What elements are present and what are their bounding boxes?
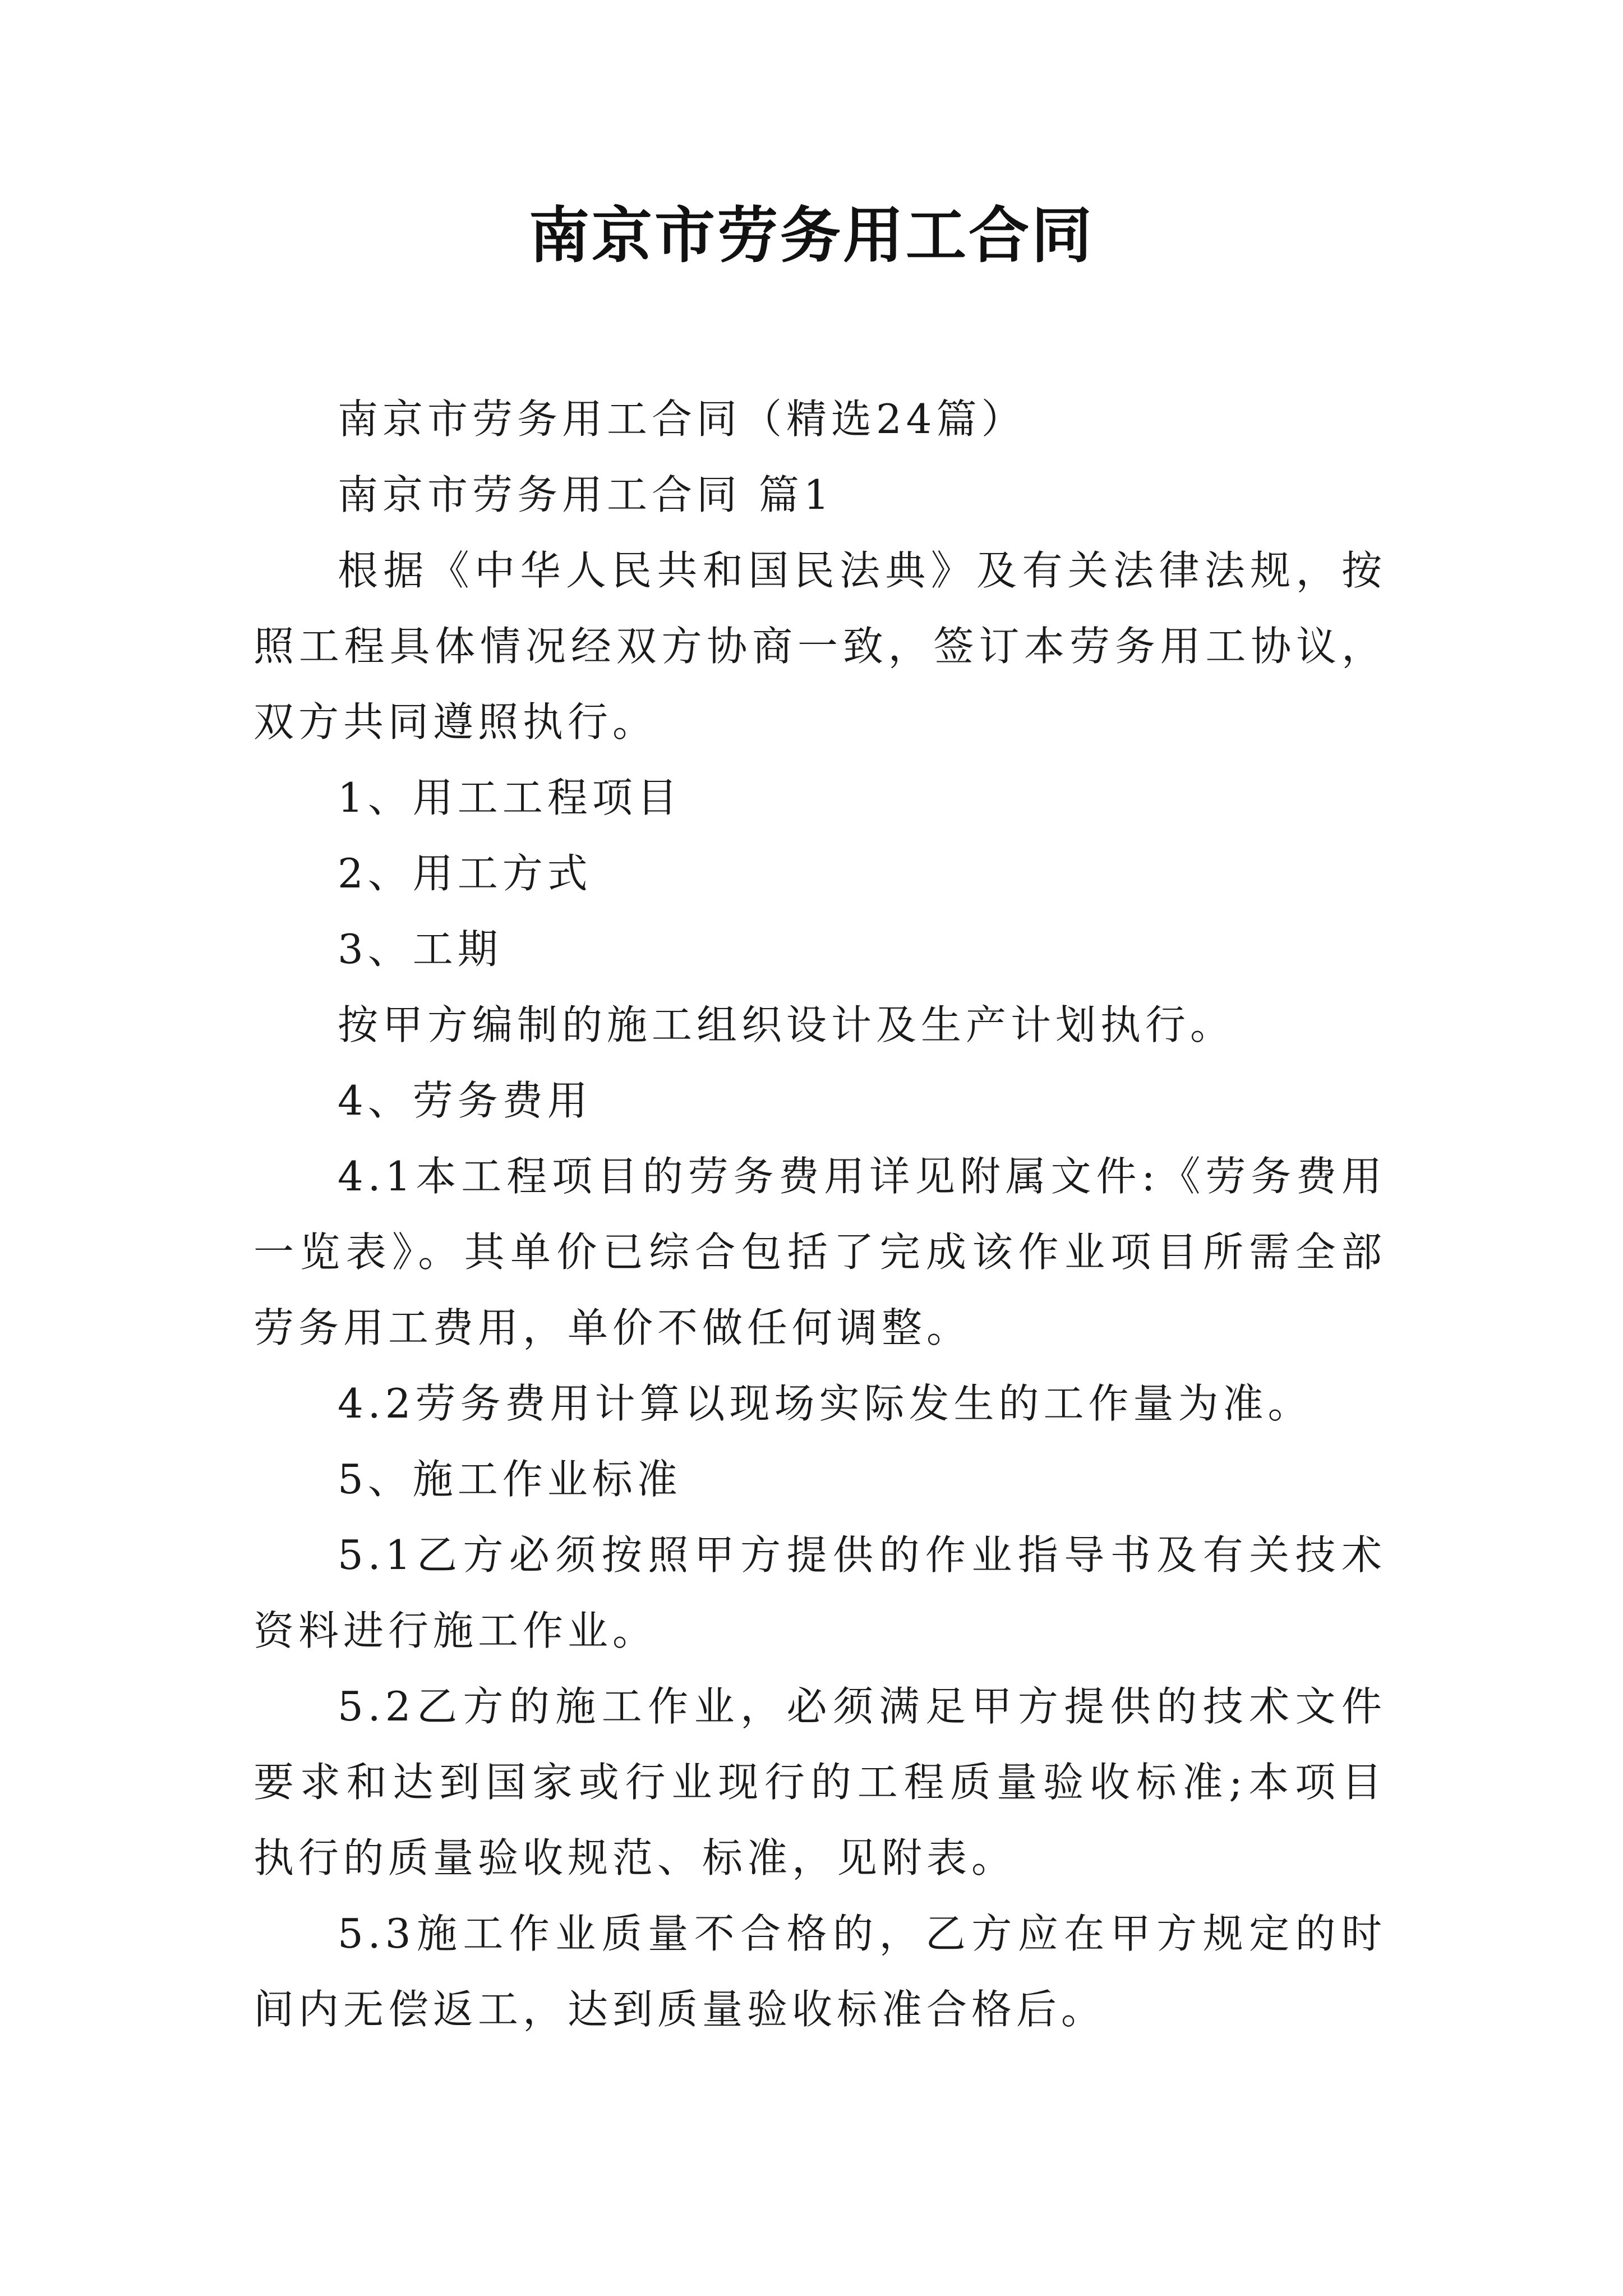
paragraph-clause-1: 1、用工工程项目 <box>338 774 682 821</box>
paragraph-clause-3-body: 按甲方编制的施工组织设计及生产计划执行。 <box>338 1001 1235 1048</box>
paragraph-section-heading: 南京市劳务用工合同 篇1 <box>338 471 834 518</box>
paragraph-clause-5-3: 5.3施工作业质量不合格的，乙方应在甲方规定的时间内无偿返工，达到质量验收标准合格后。 <box>253 1910 1386 2033</box>
paragraph-collection-title: 南京市劳务用工合同（精选24篇） <box>338 395 1026 443</box>
paragraph-clause-4: 4、劳务费用 <box>338 1077 592 1124</box>
document-title: 南京市劳务用工合同 <box>528 200 1094 271</box>
paragraph-preamble: 根据《中华人民共和国民法典》及有关法律法规，按照工程具体情况经双方协商一致，签订本劳务用工协议，双方共同遵照执行。 <box>253 547 1386 746</box>
paragraph-clause-2: 2、用工方式 <box>338 850 592 897</box>
paragraph-clause-4-2: 4.2劳务费用计算以现场实际发生的工作量为准。 <box>338 1380 1313 1427</box>
document-body <box>253 381 1386 2047</box>
paragraph-clause-5-2: 5.2乙方的施工作业，必须满足甲方提供的技术文件要求和达到国家或行业现行的工程质量验收标准;本项目执行的质量验收规范、标准，见附表。 <box>253 1683 1386 1881</box>
paragraph-clause-4-1: 4.1本工程项目的劳务费用详见附属文件:《劳务费用一览表》。其单价已综合包括了完成该作业项目所需全部劳务用工费用，单价不做任何调整。 <box>253 1153 1386 1351</box>
paragraph-clause-3: 3、工期 <box>338 926 502 973</box>
paragraph-clause-5-1: 5.1乙方必须按照甲方提供的作业指导书及有关技术资料进行施工作业。 <box>253 1531 1386 1654</box>
paragraph-clause-5: 5、施工作业标准 <box>338 1456 682 1503</box>
